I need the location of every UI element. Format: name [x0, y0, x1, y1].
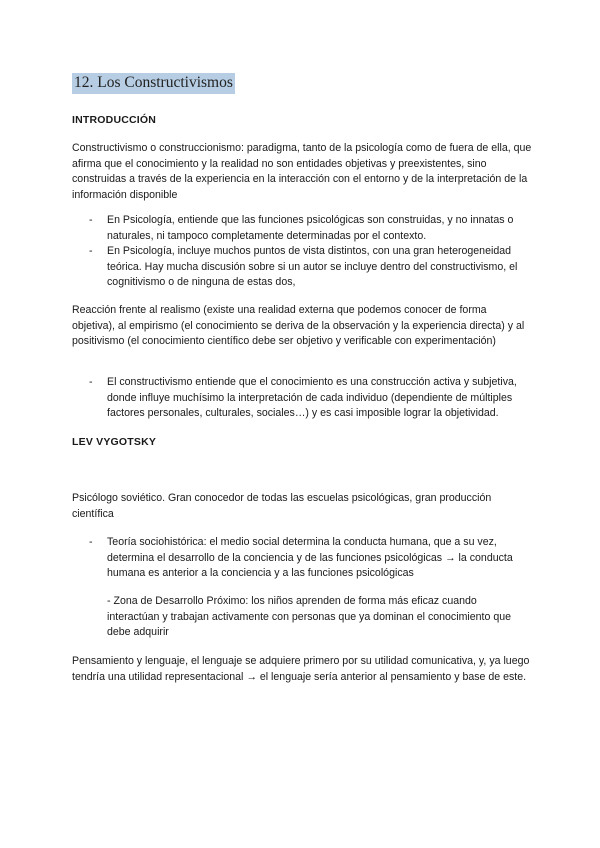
- bullet-marker: -: [89, 245, 93, 257]
- vygotsky-paragraph-1: Psicólogo soviético. Gran conocedor de todas las escuelas psicológicas, gran producción científica: [72, 492, 492, 520]
- page-title: 12. Los Constructivismos: [72, 73, 235, 94]
- section-heading-vygotsky: LEV VYGOTSKY: [72, 436, 157, 448]
- bullet-marker: -: [89, 376, 93, 388]
- list-item: [89, 244, 525, 291]
- section-heading-introduccion: INTRODUCCIÓN: [72, 114, 157, 126]
- intro-paragraph-2: Reacción frente al realismo (existe una realidad externa que podemos conocer de forma objetiva), al empirismo (el conocimiento se deriva de la observación y la experiencia directa) y al positivismo (el conocimiento científico debe ser objetivo y verificable con experimentación): [72, 304, 525, 348]
- bullet-marker: -: [89, 536, 93, 548]
- list-item: [89, 375, 525, 422]
- bullet-marker: -: [89, 214, 93, 226]
- list-item-text: En Psicología, incluye muchos puntos de vista distintos, con una gran heterogeneidad teórica. Hay mucha discusión sobre si un autor se incluye dentro del constructivismo, el cognitivismo o de ninguna de estas dos,: [107, 245, 518, 289]
- list-item: [89, 213, 525, 244]
- list-item: [89, 535, 525, 582]
- list-item-text: En Psicología, entiende que las funciones psicológicas son construidas, y no innatas o naturales, ni tampoco completamente determinadas por el contexto.: [107, 214, 514, 242]
- list-item-text: Teoría sociohistórica: el medio social determina la conducta humana, que a su vez, determina el desarrollo de la conciencia y de las funciones psicológicas → la conducta humana es anterior a la conciencia y a las funciones psicológicas: [107, 536, 513, 580]
- vygotsky-paragraph-2: Pensamiento y lenguaje, el lenguaje se adquiere primero por su utilidad comunicativa, y, ya luego tendría una utilidad representacional → el lenguaje sería anterior al pensamiento y base de este.: [72, 655, 530, 683]
- zdp-subitem: - Zona de Desarrollo Próximo: los niños aprenden de forma más eficaz cuando interactúan y trabajan activamente con personas que ya dominan el conocimiento que debe adquirir: [107, 595, 511, 639]
- intro-paragraph-1: Constructivismo o construccionismo: paradigma, tanto de la psicología como de fuera de ella, que afirma que el conocimiento y la realidad no son entidades objetivas y preexistentes, sino construidas a través de la experiencia en la interacción con el entorno y de la interpretación de la información disponible: [72, 142, 532, 201]
- list-item-text: El constructivismo entiende que el conocimiento es una construcción activa y subjetiva, donde influye muchísimo la interpretación de cada individuo (dependiente de múltiples factores personales, culturales, sociales…) y es casi imposible lograr la objetividad.: [107, 376, 517, 420]
